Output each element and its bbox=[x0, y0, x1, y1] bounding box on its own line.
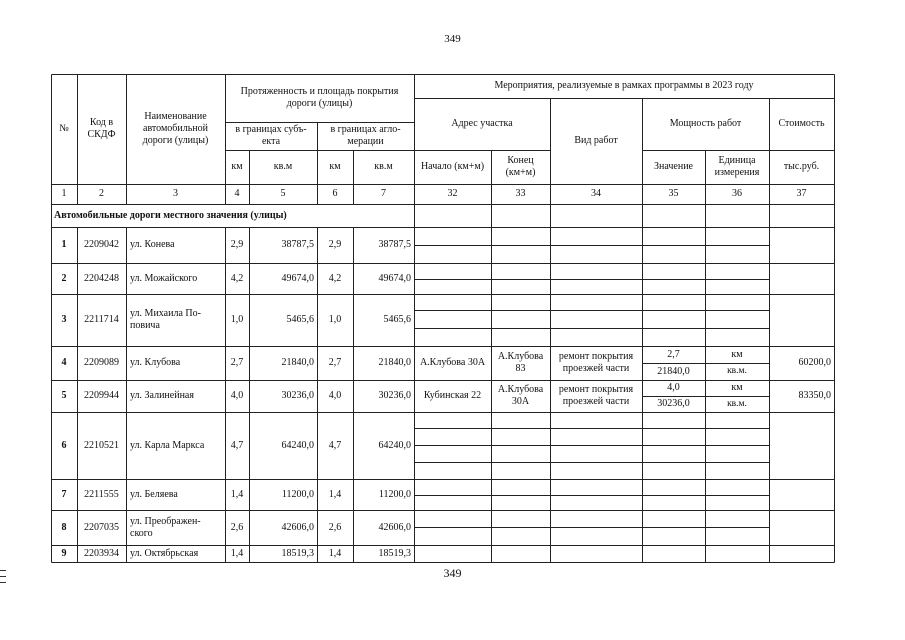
area-sqm-subject: 21840,0 bbox=[281, 357, 314, 368]
address-start: Кубинская 22 bbox=[423, 390, 482, 401]
capacity-value-sqm: 30236,0 bbox=[657, 398, 690, 409]
row-number: 9 bbox=[61, 547, 67, 559]
area-sqm-agglomeration: 18519,3 bbox=[378, 547, 411, 559]
area-sqm-subject: 18519,3 bbox=[281, 547, 314, 559]
header-end: Конец (км+м) bbox=[505, 155, 536, 178]
road-code: 2209944 bbox=[84, 390, 119, 401]
work-type: ремонт покрытия проезжей части bbox=[558, 384, 634, 407]
cost-value: 83350,0 bbox=[798, 390, 831, 401]
address-end: А.Клубова 30А bbox=[497, 384, 544, 407]
row-number: 3 bbox=[61, 314, 67, 325]
road-code: 2211714 bbox=[84, 314, 119, 325]
header-sqm-2: кв.м bbox=[374, 161, 393, 172]
capacity-unit-sqm: кв.м. bbox=[727, 366, 747, 376]
column-number: 34 bbox=[591, 188, 601, 199]
road-name: ул. Михаила По-повича bbox=[130, 308, 201, 331]
column-number: 33 bbox=[515, 188, 526, 199]
header-km-2: км bbox=[329, 161, 341, 172]
section-title: Автомобильные дороги местного значения (улицы) bbox=[54, 210, 287, 221]
length-km-agglomeration: 4,0 bbox=[328, 390, 342, 401]
area-sqm-subject: 49674,0 bbox=[281, 272, 314, 284]
length-km-agglomeration: 4,7 bbox=[328, 439, 342, 451]
row-number: 5 bbox=[61, 390, 67, 401]
road-code: 2209042 bbox=[84, 239, 119, 250]
column-number: 7 bbox=[381, 188, 386, 199]
column-number: 36 bbox=[732, 188, 742, 199]
row-number: 8 bbox=[61, 521, 67, 533]
row-number: 2 bbox=[61, 272, 67, 284]
page-number-top: 349 bbox=[444, 33, 461, 45]
header-cost-unit: тыс.руб. bbox=[783, 161, 820, 172]
area-sqm-subject: 38787,5 bbox=[281, 239, 314, 250]
length-km-subject: 4,0 bbox=[230, 390, 244, 401]
header-value: Значение bbox=[653, 161, 693, 172]
length-km-agglomeration: 2,9 bbox=[328, 239, 342, 250]
capacity-value-sqm: 21840,0 bbox=[657, 365, 690, 377]
row-number: 1 bbox=[61, 239, 67, 250]
header-sqm-1: кв.м bbox=[273, 161, 293, 172]
header-cost: Стоимость bbox=[778, 118, 825, 129]
row-number: 7 bbox=[61, 488, 67, 500]
area-sqm-subject: 11200,0 bbox=[281, 488, 314, 500]
road-name: ул. Можайского bbox=[130, 272, 198, 284]
header-unit: Единица измерения bbox=[714, 155, 760, 178]
header-length-area: Протяженность и площадь покрытия дороги (улицы) bbox=[240, 86, 399, 109]
header-km-1: км bbox=[231, 161, 243, 172]
column-number: 2 bbox=[99, 188, 104, 199]
length-km-agglomeration: 2,7 bbox=[328, 357, 342, 368]
capacity-value-km: 4,0 bbox=[667, 382, 680, 393]
page-number-bottom: 349 bbox=[443, 566, 462, 580]
header-start: Начало (км+м) bbox=[420, 161, 485, 172]
area-sqm-agglomeration: 64240,0 bbox=[378, 439, 411, 451]
address-start: А.Клубова 30А bbox=[419, 357, 486, 368]
header-code: Код в СКДФ bbox=[87, 117, 116, 140]
row-number: 4 bbox=[61, 357, 67, 368]
header-work-type: Вид работ bbox=[574, 135, 618, 146]
length-km-subject: 2,6 bbox=[230, 521, 244, 533]
road-code: 2210521 bbox=[84, 439, 119, 451]
area-sqm-agglomeration: 42606,0 bbox=[378, 521, 411, 533]
length-km-agglomeration: 1,4 bbox=[328, 547, 342, 559]
length-km-agglomeration: 1,0 bbox=[328, 314, 342, 325]
capacity-unit-sqm: кв.м. bbox=[727, 398, 747, 409]
length-km-agglomeration: 1,4 bbox=[328, 488, 342, 500]
row-number: 6 bbox=[61, 439, 67, 451]
area-sqm-subject: 30236,0 bbox=[281, 390, 314, 401]
length-km-subject: 2,9 bbox=[230, 239, 244, 250]
road-name: ул. Клубова bbox=[130, 357, 181, 368]
capacity-unit-km: км bbox=[731, 348, 743, 360]
road-name: ул. Залинейная bbox=[130, 390, 194, 401]
cost-value: 60200,0 bbox=[798, 357, 831, 368]
road-code: 2203934 bbox=[84, 547, 119, 559]
length-km-subject: 4,7 bbox=[230, 439, 244, 451]
road-name: ул. Преображен-ского bbox=[130, 515, 201, 539]
column-number: 3 bbox=[173, 188, 178, 199]
header-no: № bbox=[59, 123, 69, 134]
length-km-subject: 1,4 bbox=[230, 488, 244, 500]
address-end: А.Клубова 83 bbox=[497, 351, 544, 374]
area-sqm-subject: 42606,0 bbox=[281, 521, 314, 533]
column-number: 4 bbox=[234, 188, 240, 199]
column-number: 5 bbox=[280, 188, 286, 199]
length-km-subject: 2,7 bbox=[230, 357, 244, 368]
road-name: ул. Беляева bbox=[130, 488, 178, 500]
header-address: Адрес участка bbox=[451, 118, 513, 129]
header-measures: Мероприятия, реализуемые в рамках программы в 2023 году bbox=[494, 80, 754, 91]
area-sqm-subject: 5465,6 bbox=[286, 314, 314, 325]
column-number: 32 bbox=[447, 188, 458, 199]
area-sqm-agglomeration: 21840,0 bbox=[378, 357, 411, 368]
road-code: 2207035 bbox=[84, 521, 119, 533]
area-sqm-subject: 64240,0 bbox=[281, 439, 314, 451]
length-km-agglomeration: 2,6 bbox=[328, 521, 342, 533]
length-km-subject: 1,0 bbox=[230, 314, 244, 325]
road-code: 2211555 bbox=[84, 488, 119, 500]
area-sqm-agglomeration: 38787,5 bbox=[378, 239, 411, 250]
header-capacity: Мощность работ bbox=[669, 118, 742, 129]
road-name: ул. Конева bbox=[130, 239, 175, 250]
work-type: ремонт покрытия проезжей части bbox=[558, 351, 634, 374]
column-number: 37 bbox=[796, 188, 807, 199]
column-number: 1 bbox=[61, 188, 67, 199]
area-sqm-agglomeration: 30236,0 bbox=[378, 390, 411, 401]
area-sqm-agglomeration: 11200,0 bbox=[378, 488, 411, 500]
length-km-agglomeration: 4,2 bbox=[328, 272, 342, 284]
header-road-name: Наименование автомобильной дороги (улицы) bbox=[142, 111, 209, 146]
length-km-subject: 4,2 bbox=[230, 272, 244, 284]
area-sqm-agglomeration: 49674,0 bbox=[378, 272, 411, 284]
area-sqm-agglomeration: 5465,6 bbox=[383, 314, 411, 325]
road-name: ул. Октябрьская bbox=[130, 547, 199, 559]
header-within-subject: в границах субъ-екта bbox=[235, 124, 307, 147]
column-number: 6 bbox=[332, 188, 338, 199]
road-code: 2209089 bbox=[84, 357, 119, 368]
capacity-unit-km: км bbox=[731, 382, 743, 393]
length-km-subject: 1,4 bbox=[230, 547, 244, 559]
capacity-value-km: 2,7 bbox=[667, 348, 680, 360]
column-number: 35 bbox=[668, 188, 679, 199]
header-within-agglomeration: в границах агло-мерации bbox=[330, 124, 401, 147]
road-name: ул. Карла Маркса bbox=[130, 439, 205, 451]
road-code: 2204248 bbox=[84, 272, 119, 284]
